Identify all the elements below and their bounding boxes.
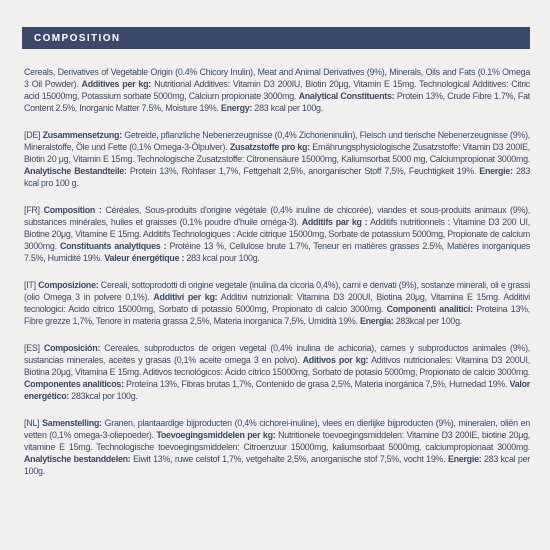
section-label: Zusatzstoffe pro kg: (229, 142, 310, 152)
composition-header-bar (22, 27, 530, 49)
composition-text: [NL] (24, 418, 43, 428)
composition-text: Cereals, Derivatives of Vegetable Origin (0.4% Chicory Inulin), Meat and Animal Derivatives (9%), Minerals, Oils and Fats (0.1% Omega 3 Oil Powder). (24, 67, 530, 89)
composition-text: Protéine 13 %, Cellulose brute 1.7%, Teneur en matières grasses 2.5%, Matières inorganiques 7.5%, Humidité 19%. (24, 241, 530, 263)
composition-text: 283 kcal pro 100 g. (24, 166, 530, 188)
composition-paragraph-en (24, 66, 530, 114)
composition-paragraph-it (24, 279, 530, 327)
section-label: Energie: (447, 454, 482, 464)
composition-text: Protein 13%, Rohfaser 1,7%, Fettgehalt 2,5%, anorganischer Stoff 7,5%, Feuchtigkeit 19%. (126, 166, 480, 176)
composition-paragraph-es (24, 342, 530, 402)
composition-paragraph-de (24, 129, 530, 189)
composition-paragraph-nl (24, 417, 530, 477)
section-label: Analytische bestanddelen: (24, 454, 131, 464)
composition-text: Proteina 13%, Fibre grezze 1,7%, Tenore in materia grassa 2,5%, Materia inorganica 7,5%, Umidità 19%. (24, 304, 531, 326)
composition-text: Nutritionele toevoegingsmiddelen: Vitamine D3 200IE, biotine 20μg, vitamine E 15mg. Technologische toevoegingsmiddelen: Citroenzuur 15000mg, kaliumsorbaat 5000mg, calciumpropionaat 3000mg. (24, 430, 530, 452)
composition-text: 283 kcal per 100g. (24, 454, 530, 476)
composition-title: COMPOSITION (34, 32, 121, 44)
composition-text: Céréales, Sous-produits d'origine végétale (0,4% inuline de chicorée), viandes et sous-produits animaux (9%), substances minérales, huiles et graisses (0,1% poudre d'huile oméga-3). (24, 205, 531, 227)
composition-text: [ES] (24, 343, 44, 353)
section-label: Composición: (43, 343, 101, 353)
section-label: Composition : (43, 205, 102, 215)
section-label: Zusammensetzung: (42, 130, 122, 140)
composition-text: Nutritional Additives: Vitamin D3 200IU, Biotin 20μg, Vitamin E 15mg. Technological Additives: Citric acid 15000mg, Potassium sorbate 5000mg, Calcium propionate 3000mg. (24, 79, 530, 101)
composition-text: Eiwit 13%, ruwe celstof 1,7%, vetgehalte 2,5%, anorganische stof 7,5%, vocht 19%. (130, 454, 448, 464)
composition-text: 283 kcal pour 100g. (184, 253, 260, 263)
composition-text: [DE] (24, 130, 43, 140)
composition-text: Additivi nutrizionali: Vitamina D3 200UI, Biotina 20μg, Vitamina E 15mg. Additivi tecnologici: Acido citrico 15000mg, Sorbato di potassio 5000mg, Propionato di calcio 3000mg. (24, 292, 530, 314)
composition-paragraph-fr (24, 204, 530, 264)
section-label: Componenti analitici: (386, 304, 473, 314)
section-label: Energie: (479, 166, 513, 176)
section-label: Samenstelling: (42, 418, 102, 428)
composition-text: Cereales, subproductos de origen vegetal (0,4% inulina de achicoria), carnes y subproductos animales (9%), sustancias minerales, aceites y grasas (0,1% aceite omega 3 en polvo). (24, 343, 530, 365)
section-label: Valor energético: (24, 379, 530, 401)
composition-text: Granen, plantaardige bijproducten (0,4% cichorei-inuline), vlees en dierlijke bijproducten (9%), mineralen, oliën en vetten (0,1% omega-3-oliepoeder). (24, 418, 530, 440)
composition-text: Additifs nutritionnels : Vitamine D3 200 UI, Biotine 20μg, Vitamine E 15mg. Additifs Technologiques : Acide citrique 15000mg, Sorbate de potassium 5000mg, Propionate de calcium 3000mg. (24, 217, 530, 251)
composition-content (24, 66, 530, 477)
composition-text: Protein 13%, Crude Fibre 1.7%, Fat Content 2.5%, Inorganic Matter 7.5%, Moisture 19%. (24, 91, 530, 113)
section-label: Componentes analíticos: (24, 379, 124, 389)
section-label: Energy: (220, 103, 253, 113)
section-label: Composizione: (38, 280, 99, 290)
composition-text: [IT] (24, 280, 39, 290)
composition-text: Cereali, sottoprodotti di origine vegetale (inulina da cicoria 0,4%), carni e derivati (9%), sostanze minerali, oli e grassi (olio Omega 3 in polvere 0,1%). (24, 280, 530, 302)
composition-text: Proteína 13%, Fibras brutas 1,7%, Contenido de grasa 2,5%, Materia inorgánica 7,5%, Humedad 19%. (123, 379, 510, 389)
composition-text: 283kcal por 100g. (69, 391, 138, 401)
section-label: Valeur énergétique : (104, 253, 185, 263)
section-label: Additifs par kg : (301, 217, 368, 227)
section-label: Additives per kg: (81, 79, 151, 89)
composition-text: Ernährungsphysiologische Zusatzstoffe: Vitamin D3 200IE, Biotin 20 μg, Vitamin E 15mg. Technologische Zusatzstoffe: Citronensäure 15000mg, Kaliumsorbat 5000 mg, Calciumpropionat 3000mg. (24, 142, 530, 164)
composition-text: [FR] (24, 205, 44, 215)
section-label: Analytische Bestandteile: (24, 166, 127, 176)
composition-text: 283 kcal per 100g. (252, 103, 323, 113)
section-label: Constituants analytiques : (59, 241, 167, 251)
section-label: Analytical Constituents: (298, 91, 395, 101)
section-label: Aditivos por kg: (302, 355, 369, 365)
composition-text: Getreide, pflanzliche Nebenerzeugnisse (0,4% Zichorieninulin), Fleisch und tierische Nebenerzeugnisse (9%), Mineralstoffe, Öle und Fette (0,1% Omega-3-Ölpulver). (24, 130, 530, 152)
section-label: Energia: (359, 316, 394, 326)
composition-text: Aditivos nutricionales: Vitamina D3 200UI, Biotina 20μg, Vitamina E 15mg. Aditivos tecnológicos: Ácido cítrico 15000mg, Sorbato de potasio 5000mg, Propionato de calcio 3000mg. (24, 355, 530, 377)
composition-text: 283kcal per 100g. (393, 316, 463, 326)
section-label: Toevoegingsmiddelen per kg: (156, 430, 276, 440)
section-label: Additivi per kg: (153, 292, 218, 302)
